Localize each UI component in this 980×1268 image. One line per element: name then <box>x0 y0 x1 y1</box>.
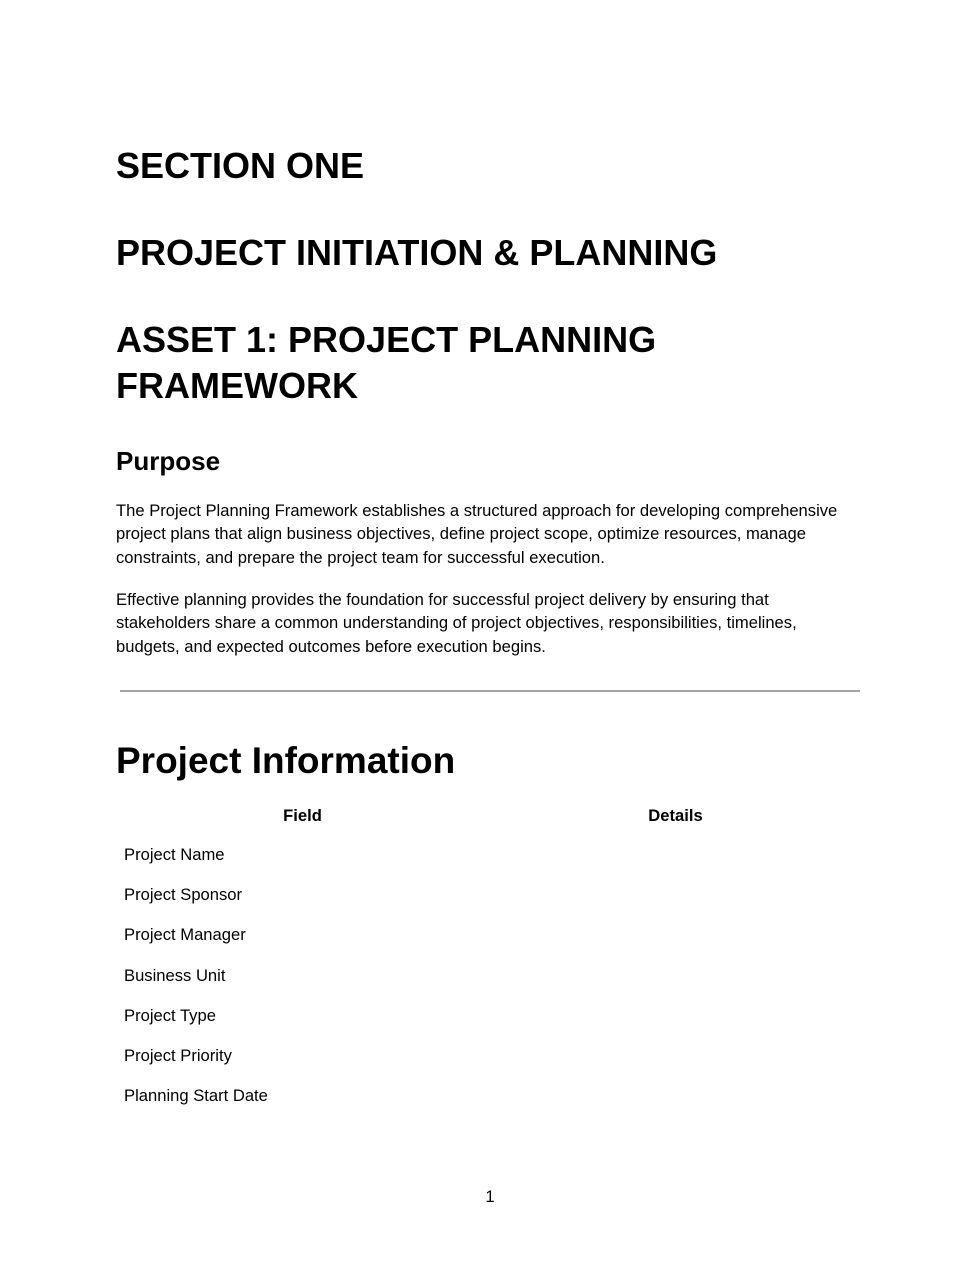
table-row <box>116 1076 862 1116</box>
details-cell[interactable] <box>489 835 862 875</box>
purpose-heading: Purpose <box>116 446 221 476</box>
details-cell[interactable] <box>489 915 862 955</box>
section-heading: SECTION ONE <box>116 145 365 186</box>
details-cell[interactable] <box>489 875 862 915</box>
asset-heading: ASSET 1: PROJECT PLANNING FRAMEWORK <box>116 319 657 406</box>
details-cell[interactable] <box>489 956 862 996</box>
field-cell: Project Name <box>124 845 225 865</box>
field-cell: Project Manager <box>124 925 246 945</box>
details-cell[interactable] <box>489 996 862 1036</box>
purpose-paragraph-1: The Project Planning Framework establishes a structured approach for developing comprehensive project plans that align business objectives, define project scope, optimize resources, manage constraints, and prepare the project team for successful execution. <box>116 501 838 567</box>
details-cell[interactable] <box>489 1076 862 1116</box>
table-row <box>116 915 862 955</box>
project-information-table <box>116 797 862 1116</box>
table-row <box>116 956 862 996</box>
project-information-heading: Project Information <box>116 740 456 781</box>
table-row <box>116 875 862 915</box>
page-number: 1 <box>485 1187 495 1206</box>
column-header-details: Details <box>648 806 703 825</box>
table-header-row <box>116 797 862 835</box>
table-row <box>116 835 862 875</box>
details-cell[interactable] <box>489 1036 862 1076</box>
initiation-heading: PROJECT INITIATION & PLANNING <box>116 232 718 273</box>
purpose-paragraph-2: Effective planning provides the foundation for successful project delivery by ensuring that stakeholders share a common understanding of project objectives, responsibilities, timelines, budgets, and expected outcomes before execution begins. <box>116 590 797 656</box>
horizontal-divider <box>120 690 860 692</box>
field-cell: Project Sponsor <box>124 885 243 905</box>
field-cell: Project Priority <box>124 1046 232 1066</box>
table-row <box>116 996 862 1036</box>
field-cell: Planning Start Date <box>124 1086 268 1106</box>
field-cell: Project Type <box>124 1005 216 1025</box>
column-header-field: Field <box>283 806 322 825</box>
table-row <box>116 1036 862 1076</box>
field-cell: Business Unit <box>124 965 226 985</box>
